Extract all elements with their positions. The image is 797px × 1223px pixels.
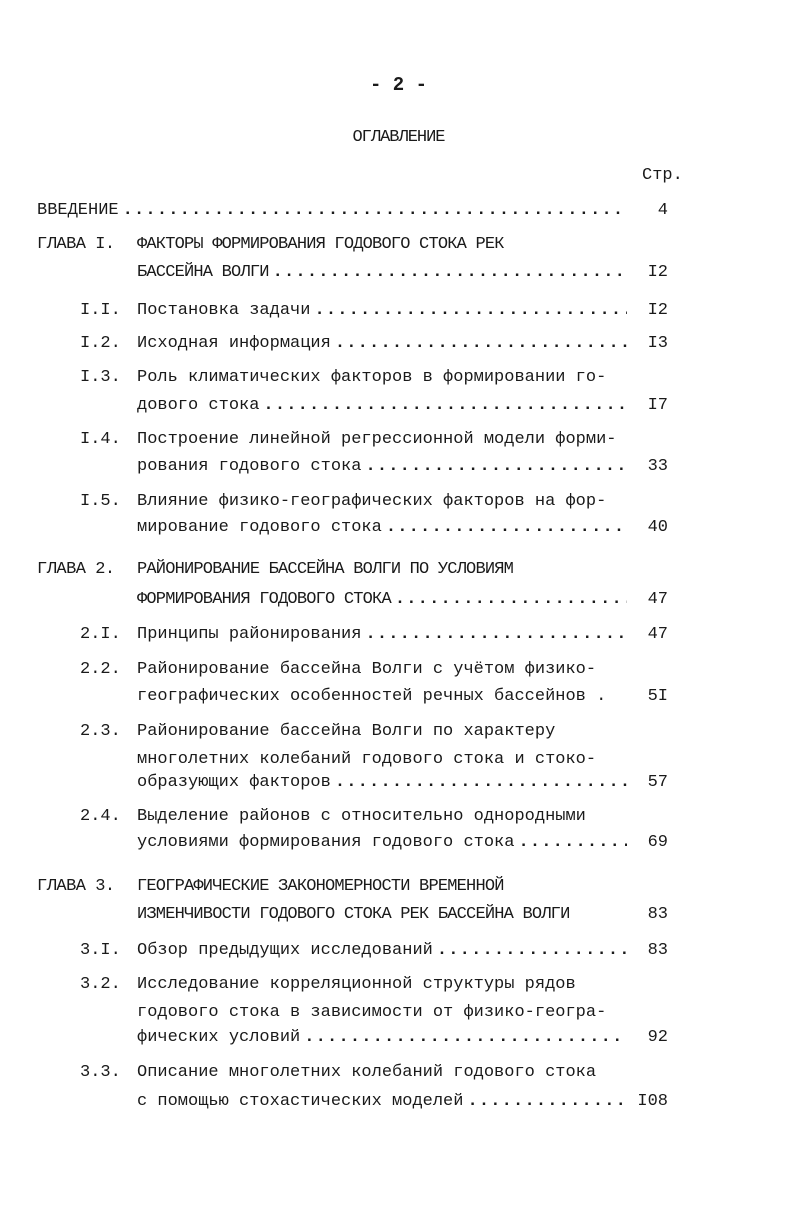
toc-page: 92 [647,1028,668,1047]
toc-entry-text: фических условий [137,1028,301,1047]
section-line [137,429,627,451]
toc-entry-text: Влияние физико-географических факторов на фор- [137,492,607,511]
section-line [137,721,627,743]
section-line [137,395,627,417]
toc-page: I3 [647,334,668,353]
section-line [137,624,627,646]
chapter-label: ГЛАВА 3. [37,877,115,896]
section-number: 3.I. [80,941,121,960]
dot-leader [365,456,627,478]
toc-entry-text: Построение линейной регрессионной модели форми- [137,430,617,449]
section-number: I.3. [80,368,121,387]
toc-entry-text: Районирование бассейна Волги по характеру [137,722,556,741]
page-number: - 2 - [369,74,427,96]
chapter-title-line [137,234,627,256]
toc-entry-text: с помощью стохастических моделей [137,1092,464,1111]
toc-entry-text: условиями формирования годового стока [137,833,515,852]
toc-entry-text: ФОРМИРОВАНИЯ ГОДОВОГО СТОКА [137,590,391,609]
chapter-title-line [137,904,627,926]
section-line [137,1002,627,1024]
dot-leader [304,1027,627,1049]
toc-entry-text: Описание многолетних колебаний годового стока [137,1063,597,1082]
toc-page: 69 [647,833,668,852]
toc-page: 83 [647,905,668,924]
toc-entry-text: ВВЕДЕНИЕ [37,201,119,220]
toc-entry-text: ФАКТОРЫ ФОРМИРОВАНИЯ ГОДОВОГО СТОКА РЕК [137,235,504,254]
toc-page: I7 [647,396,668,415]
section-number: I.2. [80,334,121,353]
dot-leader [518,832,627,854]
toc-page: I2 [647,263,668,282]
section-line [137,367,627,389]
chapter-title-line [137,559,627,581]
dot-leader [314,300,627,322]
toc-entry-text: образующих факторов [137,773,331,792]
section-line [137,1062,627,1084]
toc-entry-text: РАЙОНИРОВАНИЕ БАССЕЙНА ВОЛГИ ПО УСЛОВИЯМ [137,560,514,579]
page-column-header: Стр. [642,166,683,185]
section-line [137,300,627,322]
toc-page: 5I [647,687,668,706]
section-number: 2.3. [80,722,121,741]
section-number: 3.2. [80,975,121,994]
section-line [137,686,627,708]
toc-entry-text: Районирование бассейна Волги с учётом физико- [137,660,597,679]
chapter-label: ГЛАВА I. [37,235,115,254]
toc-page: 33 [647,457,668,476]
dot-leader [437,940,627,962]
toc-page: 4 [657,201,668,220]
section-line [137,974,627,996]
toc-entry-text: Исходная информация [137,334,331,353]
toc-entry-text: ИЗМЕНЧИВОСТИ ГОДОВОГО СТОКА РЕК БАССЕЙНА ВОЛГИ [137,905,570,924]
toc-entry-text: дового стока [137,396,260,415]
chapter-title-line [137,262,627,284]
section-line [137,806,627,828]
section-line [137,940,627,962]
dot-leader [395,589,627,611]
section-line [137,749,627,771]
toc-page: I2 [647,301,668,320]
section-number: 2.I. [80,625,121,644]
dot-leader [386,517,627,539]
toc-page: 57 [647,773,668,792]
chapter-title-line [137,876,627,898]
section-number: I.I. [80,301,121,320]
section-number: 2.2. [80,660,121,679]
toc-entry-text: годового стока в зависимости от физико-геогра- [137,1003,607,1022]
toc-page: 47 [647,625,668,644]
toc-page: 83 [647,941,668,960]
section-line [137,491,627,513]
dot-leader [365,624,627,646]
section-line [137,832,627,854]
chapter-title-line [137,589,627,611]
section-number: 3.3. [80,1063,121,1082]
chapter-label: ГЛАВА 2. [37,560,115,579]
toc-entry-text: рования годового стока [137,457,362,476]
toc-page: I08 [637,1092,668,1111]
section-line [137,1027,627,1049]
dot-leader [335,772,627,794]
section-number: I.5. [80,492,121,511]
dot-leader [335,333,627,355]
toc-entry-text: Роль климатических факторов в формировании го- [137,368,607,387]
section-number: 2.4. [80,807,121,826]
toc-entry-text: многолетних колебаний годового стока и стоко- [137,750,597,769]
toc-entry-text: Обзор предыдущих исследований [137,941,433,960]
toc-entry-text: Выделение районов с относительно однородными [137,807,586,826]
section-line [137,456,627,478]
toc-page: 40 [647,518,668,537]
page-title: ОГЛАВЛЕНИЕ [352,128,445,147]
toc-entry-text: ГЕОГРАФИЧЕСКИЕ ЗАКОНОМЕРНОСТИ ВРЕМЕННОЙ [137,877,504,896]
toc-entry-text: Принципы районирования [137,625,362,644]
section-number: I.4. [80,430,121,449]
dot-leader [263,395,627,417]
section-line [137,772,627,794]
toc-entry-text: БАССЕЙНА ВОЛГИ [137,263,269,282]
toc-page: 47 [647,590,668,609]
section-line [137,517,627,539]
section-line [137,1091,627,1113]
toc-entry-text: мирование годового стока [137,518,382,537]
toc-entry-text: Постановка задачи [137,301,311,320]
section-line [137,333,627,355]
dot-leader [273,262,627,284]
toc-entry-text: географических особенностей речных бассейнов . [137,687,607,706]
toc-entry-intro [37,200,627,222]
toc-entry-text: Исследование корреляционной структуры рядов [137,975,576,994]
section-line [137,659,627,681]
dot-leader [123,200,627,222]
dot-leader [467,1091,627,1113]
